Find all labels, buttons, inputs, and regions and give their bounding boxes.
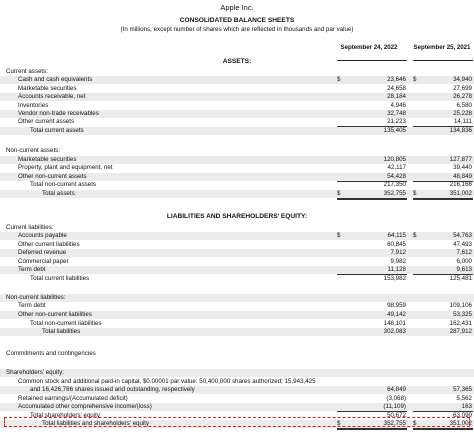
row-label: Accounts payable [18,232,67,239]
table-row [0,147,474,155]
currency-symbol: $ [337,232,341,239]
row-label: and 16,426,786 shares issued and outstanding, respectively [30,386,195,393]
table-row [0,232,474,240]
row-label: Inventories [18,102,49,109]
table-row [0,181,474,189]
value-2022: 24,658 [387,85,406,92]
row-label: Total assets [42,190,75,197]
row-label: Commitments and contingencies [6,350,96,357]
value-2021: 6,000 [456,258,472,265]
table-row [0,241,474,249]
table-row [0,156,474,164]
value-2022: 50,672 [387,412,406,419]
value-2021: 25,228 [453,110,472,117]
value-2021: 27,699 [453,85,472,92]
value-2021: 163 [461,403,472,410]
currency-symbol: $ [337,420,341,427]
table-row [0,249,474,257]
row-label: Other current liabilities [18,241,80,248]
value-2022: 64,849 [387,386,406,393]
row-label: Total non-current liabilities [30,320,102,327]
value-2021: 47,493 [453,241,472,248]
value-2021: 7,612 [456,249,472,256]
retained-earnings-highlight [4,417,470,427]
value-2021: 216,166 [449,181,472,188]
value-2022: 135,405 [383,127,406,134]
column-header-2022: September 24, 2022 [340,44,398,51]
row-label: Accumulated other comprehensive income/(loss) [18,403,152,410]
value-2021: 39,440 [453,164,472,171]
table-row [0,328,474,336]
table-row [0,164,474,172]
table-row [0,93,474,101]
statement-title: CONSOLIDATED BALANCE SHEETS [179,17,295,24]
table-row [0,294,474,302]
value-2021: 26,278 [453,93,472,100]
value-2022: 60,845 [387,241,406,248]
total-double-rule [337,428,407,430]
currency-symbol: $ [413,76,417,83]
table-row [0,320,474,328]
table-row [0,68,474,76]
table-row [0,311,474,319]
row-label: Total current liabilities [30,275,90,282]
value-2022: 11,128 [387,266,406,273]
value-2022: 120,805 [383,156,406,163]
row-label: Marketable securities [18,85,77,92]
liabilities-heading: LIABILITIES AND SHAREHOLDERS’ EQUITY: [166,213,308,220]
value-2021: 53,325 [453,311,472,318]
value-2022: 352,755 [383,420,406,427]
row-label: Retained earnings/(Accumulated deficit) [18,395,128,402]
table-row [0,403,474,411]
value-2022: 148,101 [383,320,406,327]
value-2021: 125,481 [449,275,472,282]
assets-heading: ASSETS: [222,58,252,65]
row-label: Marketable securities [18,156,77,163]
table-row [0,395,474,403]
table-row [0,350,474,358]
value-2021: 162,431 [449,320,472,327]
value-2022: 4,946 [390,102,406,109]
table-row [0,110,474,118]
currency-symbol: $ [337,76,341,83]
value-2021: 287,912 [449,328,472,335]
currency-symbol: $ [413,190,417,197]
value-2022: 352,755 [383,190,406,197]
value-2022: 7,912 [390,249,406,256]
statement-subtitle: (In millions, except number of shares which are reflected in thousands and par value) [120,26,354,33]
company-name: Apple Inc. [220,3,254,12]
value-2021: 54,763 [453,232,472,239]
row-label: Other current assets [18,118,75,125]
row-label: Non-current liabilities: [6,294,66,301]
table-row [0,173,474,181]
value-2021: 109,106 [449,302,472,309]
value-2021: 34,940 [453,76,472,83]
row-label: Total shareholders’ equity [30,412,100,419]
value-2021: 14,111 [453,118,472,125]
total-double-rule [413,198,473,200]
table-row [0,102,474,110]
value-2021: 9,613 [456,266,472,273]
row-label: Other non-current liabilities [18,311,92,318]
value-2022: 217,350 [383,181,406,188]
table-row [0,76,474,84]
table-row [0,386,474,394]
value-2021: 351,002 [449,190,472,197]
row-label: Current liabilities: [6,224,54,231]
value-2022: 32,748 [387,110,406,117]
table-row [0,85,474,93]
value-2021: 5,562 [456,395,472,402]
table-row [0,369,474,377]
row-label: Total non-current assets [30,181,97,188]
row-label: Non-current assets: [6,147,60,154]
table-row [0,224,474,232]
total-double-rule [337,198,407,200]
row-label: Other non-current assets [18,173,87,180]
row-label: Term debt [18,266,46,273]
currency-symbol: $ [413,420,417,427]
value-2021: 6,580 [456,102,472,109]
value-2022: 23,646 [387,76,406,83]
row-label: Vendor non-trade receivables [18,110,99,117]
value-2022: (11,109) [383,403,406,410]
row-label: Total liabilities and shareholders’ equity [42,420,150,427]
value-2022: 49,142 [387,311,406,318]
table-row [0,266,474,274]
value-2021: 48,849 [453,173,472,180]
row-label: Cash and cash equivalents [18,76,93,83]
currency-symbol: $ [413,232,417,239]
column-header-2021: September 25, 2021 [413,44,471,51]
total-double-rule [413,428,473,430]
row-label: Commercial paper [18,258,69,265]
value-2021: 57,365 [453,386,472,393]
row-label: Deferred revenue [18,249,67,256]
row-label: Total current assets [30,127,84,134]
table-row [0,378,474,386]
table-row [0,258,474,266]
row-label: Current assets: [6,68,48,75]
row-label: Total liabilities [42,328,81,335]
value-2021: 351,002 [449,420,472,427]
value-2022: 54,428 [387,173,406,180]
value-2021: 63,090 [453,412,472,419]
table-row [0,302,474,310]
value-2021: 127,877 [449,156,472,163]
value-2022: 28,184 [387,93,406,100]
row-label: Shareholders’ equity: [6,369,64,376]
row-label: Term debt [18,302,46,309]
value-2022: (3,068) [386,395,406,402]
table-row [0,275,474,283]
row-label: Property, plant and equipment, net [18,164,113,171]
table-row [0,127,474,135]
value-2022: 42,117 [387,164,406,171]
row-label: Common stock and additional paid-in capital, $0.00001 par value: 50,400,000 shares authorized; 15,943,425 [18,378,316,385]
value-2022: 64,115 [387,232,406,239]
value-2022: 9,982 [390,258,406,265]
value-2022: 21,223 [387,118,406,125]
table-row [0,190,474,198]
value-2022: 153,982 [383,275,406,282]
value-2022: 302,083 [383,328,406,335]
table-row [0,118,474,126]
row-label: Accounts receivable, net [18,93,86,100]
currency-symbol: $ [337,190,341,197]
value-2021: 134,836 [449,127,472,134]
value-2022: 98,959 [387,302,406,309]
